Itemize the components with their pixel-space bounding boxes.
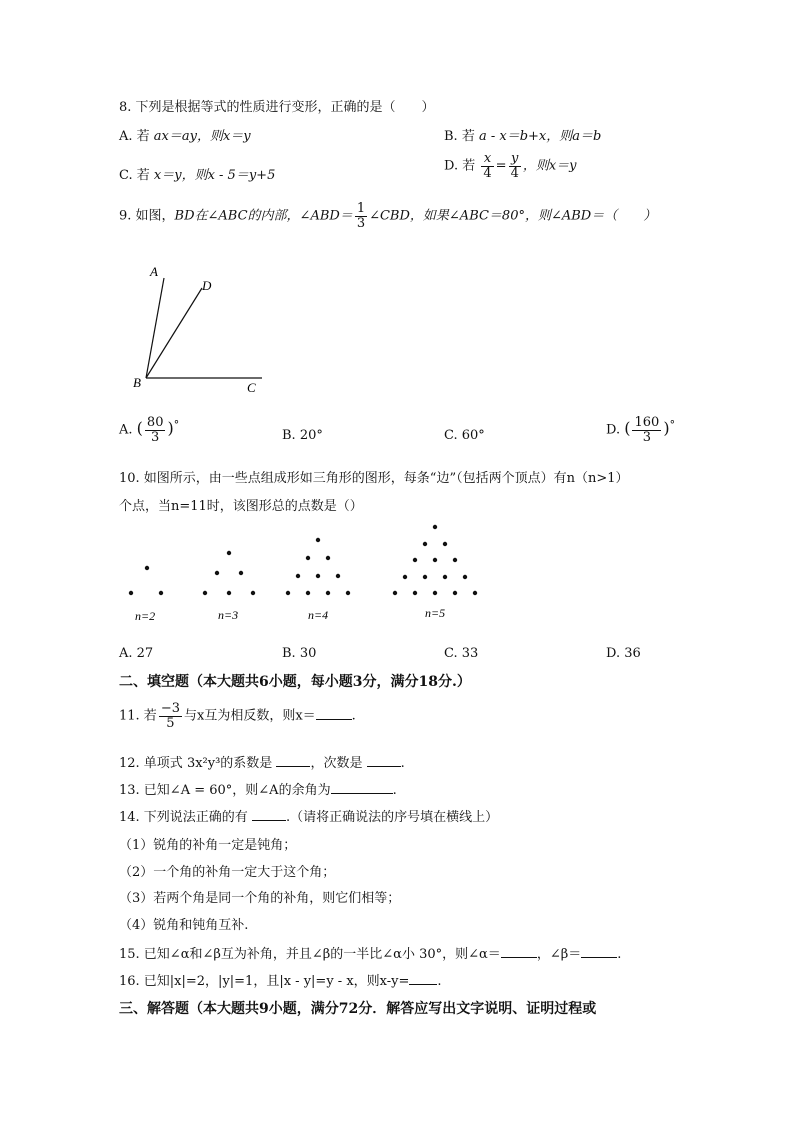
label-n4: n=4	[308, 608, 329, 622]
fraction: $\frac{80}{3}$	[146, 415, 164, 445]
q14-stem: 14. 下列说法正确的有 .（请将正确说法的序号填在横线上）	[119, 810, 499, 825]
dot-triangles-figure	[110, 515, 490, 630]
fraction: $\frac{x}{4}$	[483, 151, 492, 181]
fraction: $\frac{-3}{5}$	[160, 701, 180, 731]
q11: 11. 若 $\frac{-3}{5}$ 与x互为相反数，则x＝ .	[119, 701, 356, 731]
answer-blank[interactable]	[409, 984, 437, 985]
q16: 16. 已知|x|=2，|y|=1，且|x - y|=y - x，则x-y= .	[119, 974, 442, 989]
angle-figure	[120, 260, 280, 400]
fraction: $\frac{y}{4}$	[510, 151, 519, 181]
answer-blank[interactable]	[276, 766, 310, 767]
q14-item-3: （3）若两个角是同一个角的补角，则它们相等；	[119, 891, 401, 906]
q8-option-c: C. 若 x＝y，则x - 5＝y+5	[119, 168, 276, 183]
label-n3: n=3	[218, 608, 239, 622]
q10-option-d: D. 36	[606, 646, 641, 661]
label-c: C	[247, 380, 256, 395]
q9-option-d: D. ( $\frac{160}{3}$ )°	[606, 415, 675, 445]
q9-stem: 9. 如图，BD在∠ABC的内部，∠ABD＝ $\frac{1}{3}$ ∠CBD，如果∠ABC＝80°，则∠ABD＝（ ）	[119, 201, 657, 231]
q8-stem: 8. 下列是根据等式的性质进行变形，正确的是（ ）	[119, 100, 435, 115]
q9-option-c: C. 60°	[444, 428, 485, 443]
q13: 13. 已知∠A = 60°，则∠A的余角为 .	[119, 783, 397, 798]
section-3-heading: 三、解答题（本大题共9小题，满分72分．解答应写出文字说明、证明过程或	[119, 1001, 597, 1017]
label-n2: n=2	[135, 609, 156, 623]
triangle-n2	[129, 566, 163, 595]
triangle-n5	[393, 525, 477, 595]
section-2-heading: 二、填空题（本大题共6小题，每小题3分，满分18分.）	[119, 674, 471, 690]
q8-option-b: B. 若 a - x＝b+x，则a＝b	[444, 129, 602, 144]
answer-blank[interactable]	[331, 793, 393, 794]
q10-option-c: C. 33	[444, 646, 479, 661]
answer-blank[interactable]	[501, 957, 537, 958]
q14-item-1: （1）锐角的补角一定是钝角；	[119, 838, 297, 853]
answer-blank[interactable]	[252, 820, 286, 821]
q15: 15. 已知∠α和∠β互为补角，并且∠β的一半比∠α小 30°，则∠α＝ ，∠β＝ .	[119, 947, 622, 962]
answer-blank[interactable]	[316, 719, 352, 720]
q9-option-b: B. 20°	[282, 428, 323, 443]
triangle-n3	[203, 551, 255, 595]
answer-blank[interactable]	[581, 957, 617, 958]
q10-option-b: B. 30	[282, 646, 317, 661]
label-d: D	[202, 278, 212, 293]
label-n5: n=5	[425, 606, 446, 620]
q10-line2: 个点，当n=11时，该图形总的点数是（）	[119, 499, 363, 514]
label-a: A	[150, 264, 158, 279]
q14-item-2: （2）一个角的补角一定大于这个角；	[119, 865, 336, 880]
fraction: $\frac{1}{3}$	[356, 201, 366, 231]
answer-blank[interactable]	[367, 766, 401, 767]
fraction: $\frac{160}{3}$	[634, 415, 660, 445]
q8-option-d: D. 若 $\frac{x}{4}$ = $\frac{y}{4}$ ，则x＝y	[444, 151, 577, 181]
triangle-n4	[286, 538, 350, 595]
q12: 12. 单项式 3x²y³的系数是 ，次数是 .	[119, 756, 405, 771]
q9-option-a: A. ( $\frac{80}{3}$ )°	[119, 415, 180, 445]
q10-option-a: A. 27	[119, 646, 154, 661]
q10-line1: 10. 如图所示，由一些点组成形如三角形的图形，每条“边”（包括两个顶点）有n（n>1）	[119, 471, 629, 486]
q8-option-a: A. 若 ax＝ay，则x＝y	[119, 129, 251, 144]
label-b: B	[133, 375, 141, 390]
q14-item-4: （4）锐角和钝角互补.	[119, 918, 249, 933]
